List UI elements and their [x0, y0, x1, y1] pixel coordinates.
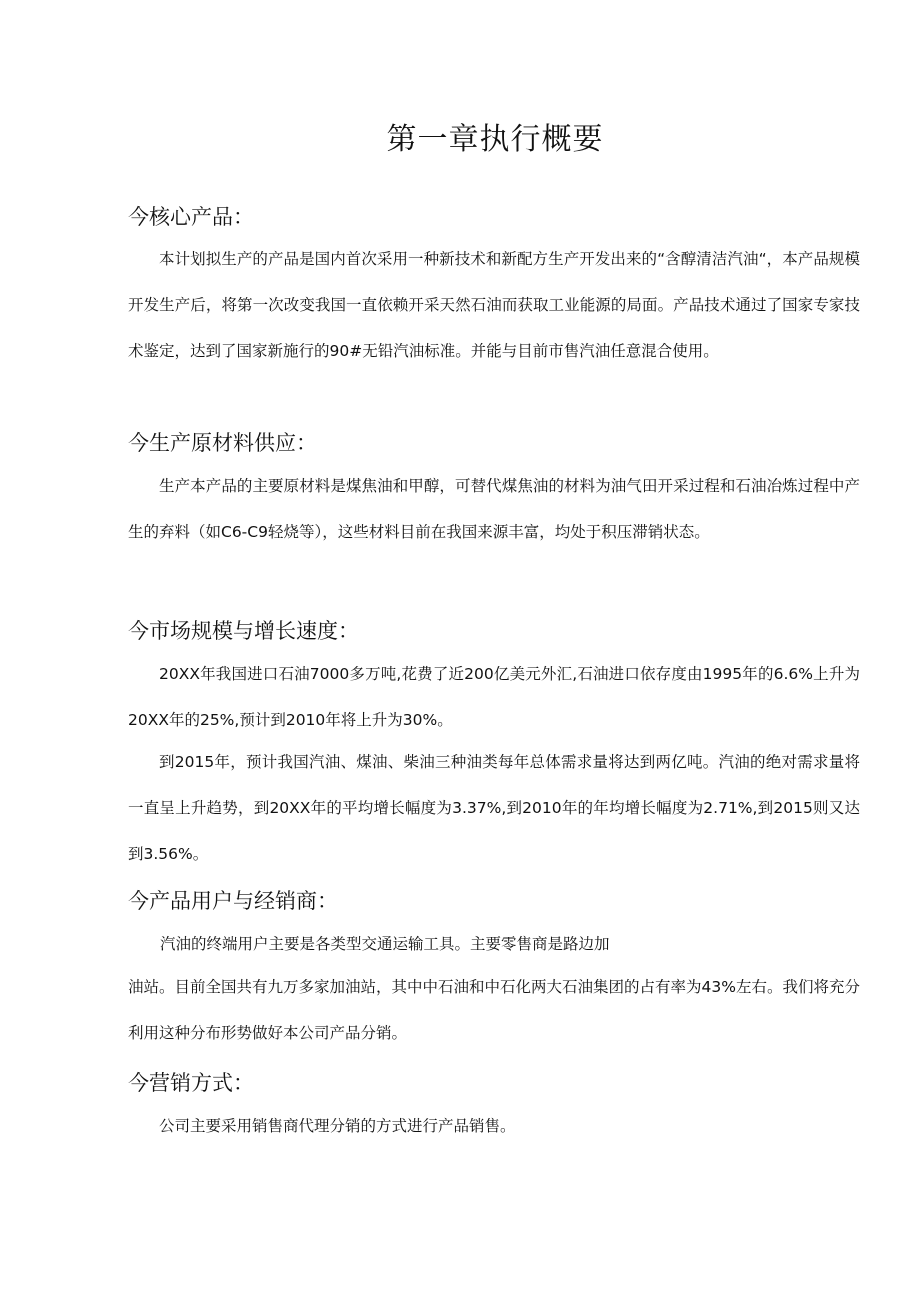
paragraph-core-product: 本计划拟生产的产品是国内首次采用一种新技术和新配方生产开发出来的“含醇清洁汽油“，本产品规模开发生产后，将第一次改变我国一直依赖开采天然石油而获取工业能源的局面。产品技术通过了国家专家技术鉴定，达到了国家新施行的90#无铅汽油标准。并能与目前市售汽油任意混合使用。	[128, 250, 860, 360]
section-heading-core-product: 今核心产品：	[128, 205, 254, 229]
section-heading-market-size: 今市场规模与增长速度：	[128, 619, 359, 643]
paragraph-users-dealers: 油站。目前全国共有九万多家加油站，其中中石油和中石化两大石油集团的占有率为43%左右。我们将充分利用这种分布形势做好本公司产品分销。	[128, 978, 860, 1042]
paragraph-users-first-line: 汽油的终端用户主要是各类型交通运输工具。主要零售商是路边加	[160, 935, 610, 953]
section-heading-raw-materials: 今生产原材料供应：	[128, 431, 317, 455]
section-heading-users-dealers: 今产品用户与经销商：	[128, 889, 338, 913]
paragraph-market-imports: 20XX年我国进口石油7000多万吨,花费了近200亿美元外汇,石油进口依存度由1995年的6.6%上升为20XX年的25%,预计到2010年将上升为30%。	[128, 665, 860, 729]
section-heading-marketing: 今营销方式：	[128, 1071, 254, 1095]
paragraph-raw-materials: 生产本产品的主要原材料是煤焦油和甲醇，可替代煤焦油的材料为油气田开采过程和石油冶炼过程中产生的弃料（如C6-C9轻烧等），这些材料目前在我国来源丰富，均处于积压滞销状态。	[128, 477, 860, 541]
paragraph-market-demand: 到2015年，预计我国汽油、煤油、柴油三种油类每年总体需求量将达到两亿吨。汽油的绝对需求量将一直呈上升趋势，到20XX年的平均增长幅度为3.37%,到2010年的年均增长幅度为2.71%,到2015则又达到3.56%。	[128, 753, 860, 863]
paragraph-marketing: 公司主要采用销售商代理分销的方式进行产品销售。	[159, 1117, 516, 1135]
page-title: 第一章执行概要	[386, 122, 604, 157]
